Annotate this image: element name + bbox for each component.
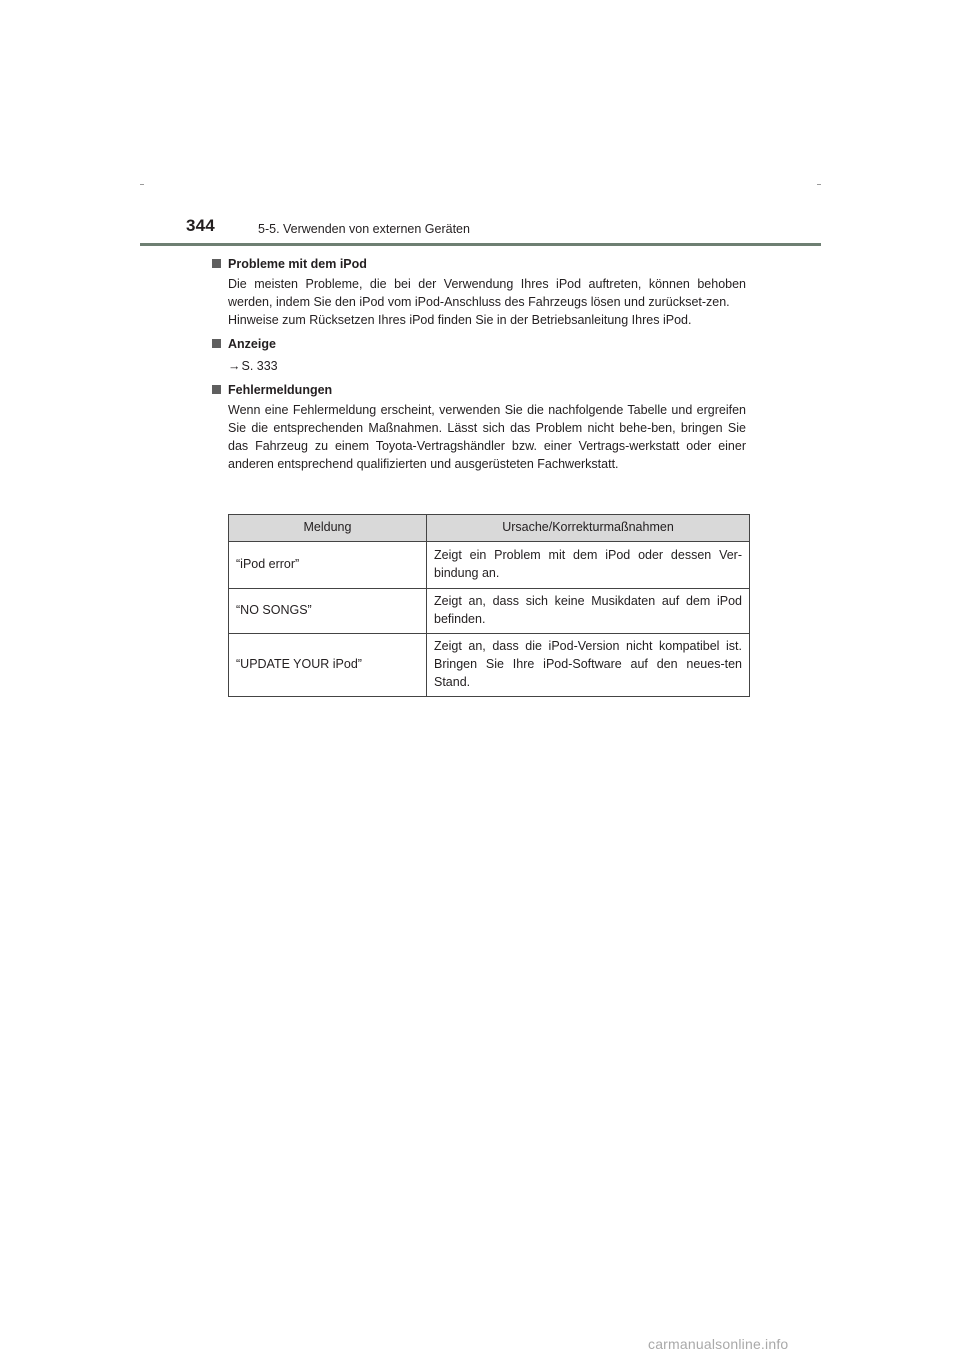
crop-mark-left: [140, 184, 144, 185]
section-heading: [212, 335, 746, 353]
table-cell-message: “iPod error”: [229, 542, 427, 589]
error-message-table: [228, 514, 750, 697]
square-bullet-icon: [212, 259, 221, 268]
heading-text: Probleme mit dem iPod: [228, 257, 367, 271]
column-header: Meldung: [229, 515, 427, 542]
watermark: carmanualsonline.info: [648, 1336, 789, 1352]
page-reference[interactable]: [228, 357, 746, 375]
page-reference-text: S. 333: [241, 359, 278, 373]
column-header: Ursache/Korrekturmaßnahmen: [427, 515, 750, 542]
section-heading: [212, 381, 746, 399]
content-area: [212, 255, 746, 479]
paragraph: Die meisten Probleme, die bei der Verwendung Ihres iPod auftreten, können behoben werden, indem Sie den iPod vom iPod-Anschluss des Fahrzeugs lösen und zurückset-zen.: [228, 277, 746, 309]
square-bullet-icon: [212, 339, 221, 348]
crop-mark-right: [817, 184, 821, 185]
table-cell-action: Zeigt ein Problem mit dem iPod oder dessen Ver-bindung an.: [427, 542, 750, 589]
section-display: [212, 335, 746, 375]
paragraph: Wenn eine Fehlermeldung erscheint, verwenden Sie die nachfolgende Tabelle und ergreifen Sie die entsprechenden Maßnahmen. Lässt sich das Problem nicht behe-ben, bringen Sie das Fahrzeug zu einem Toyota-Vertragshändler bzw. einer Vertrags-werkstatt oder einer anderen entsprechend qualifizierten und ausgerüsteten Fachwerkstatt.: [228, 403, 746, 471]
arrow-right-icon: →: [228, 359, 241, 373]
table-cell-message: “NO SONGS”: [229, 589, 427, 634]
heading-text: Fehlermeldungen: [228, 383, 333, 397]
section-title: 5-5. Verwenden von externen Geräten: [258, 222, 470, 236]
heading-text: Anzeige: [228, 337, 276, 351]
header-rule: [140, 243, 821, 246]
table-row: [229, 589, 750, 634]
section-ipod-problems: [212, 255, 746, 329]
table-cell-action: Zeigt an, dass die iPod-Version nicht kompatibel ist. Bringen Sie Ihre iPod-Software auf den neues-ten Stand.: [427, 634, 750, 697]
table-cell-message: “UPDATE YOUR iPod”: [229, 634, 427, 697]
table-row: [229, 634, 750, 697]
square-bullet-icon: [212, 385, 221, 394]
paragraph: Hinweise zum Rücksetzen Ihres iPod finden Sie in der Betriebsanleitung Ihres iPod.: [228, 313, 692, 327]
section-heading: [212, 255, 746, 273]
page-number: 344: [186, 216, 215, 235]
table-cell-action: Zeigt an, dass sich keine Musikdaten auf dem iPod befinden.: [427, 589, 750, 634]
table-row: [229, 542, 750, 589]
section-error-messages: [212, 381, 746, 473]
table-header-row: [229, 515, 750, 542]
